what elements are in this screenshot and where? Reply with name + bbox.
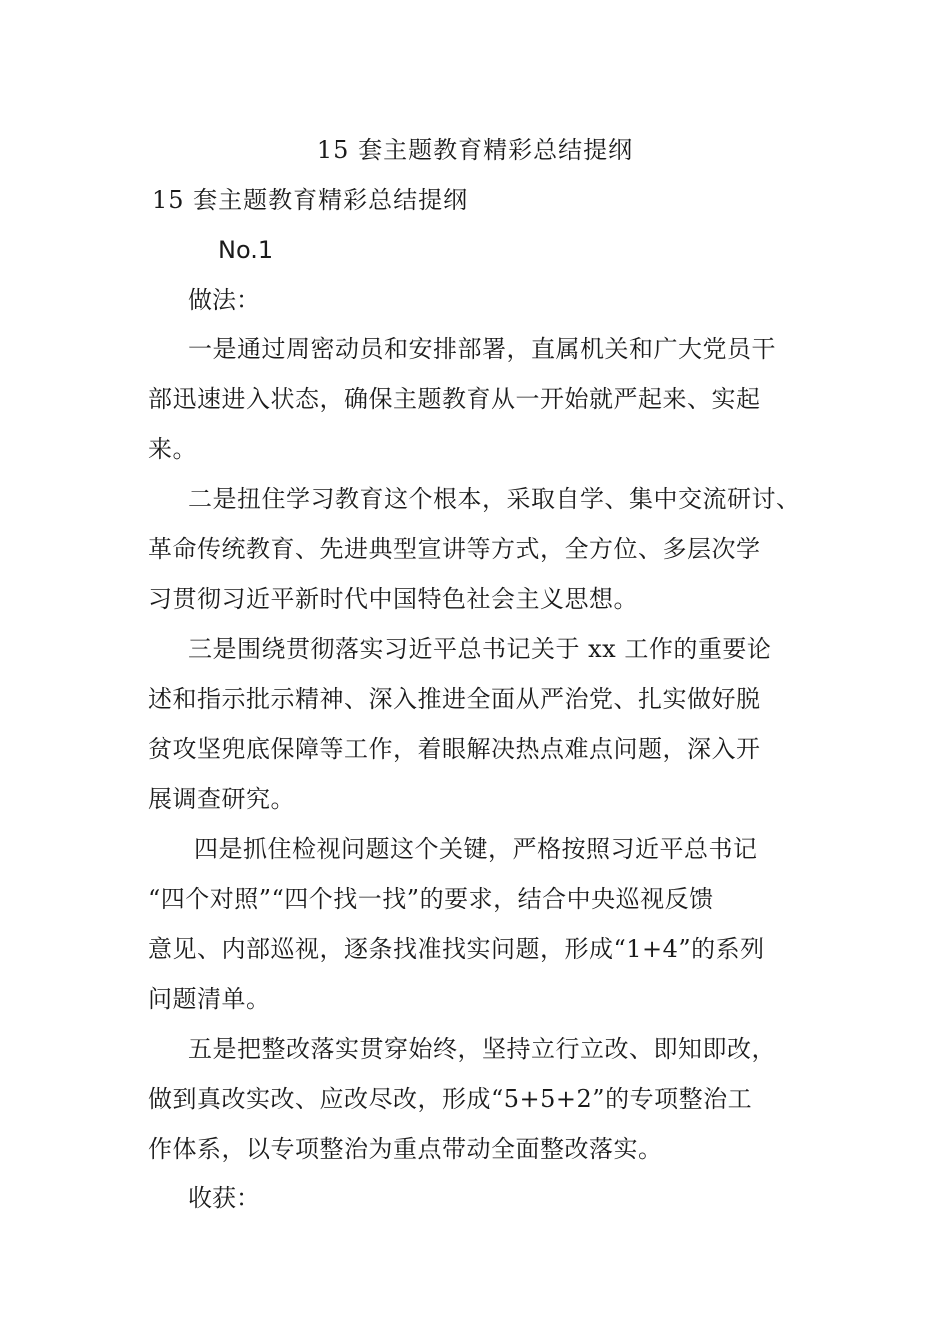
paragraph-line: 革命传统教育、先进典型宣讲等方式，全方位、多层次学 — [148, 535, 761, 563]
document-title: 15 套主题教育精彩总结提纲 — [316, 136, 634, 164]
paragraph-line: 一是通过周密动员和安排部署，直属机关和广大党员干 — [188, 335, 776, 363]
paragraph-4 — [148, 833, 818, 1033]
paragraph-line: 展调查研究。 — [148, 785, 295, 813]
paragraph-line: 问题清单。 — [148, 985, 271, 1013]
section-number: No.1 — [218, 236, 274, 264]
paragraph-line: 述和指示批示精神、深入推进全面从严治党、扎实做好脱 — [148, 685, 761, 713]
heading-gains: 收获： — [188, 1184, 260, 1212]
paragraph-line: 意见、内部巡视，逐条找准找实问题，形成“1+4”的系列 — [148, 935, 765, 963]
paragraph-5 — [148, 1033, 818, 1183]
paragraph-3 — [148, 633, 818, 833]
document-subtitle: 15 套主题教育精彩总结提纲 — [152, 186, 469, 214]
paragraph-2 — [148, 483, 818, 633]
paragraph-line: 贫攻坚兜底保障等工作，着眼解决热点难点问题，深入开 — [148, 735, 761, 763]
paragraph-line: 部迅速进入状态，确保主题教育从一开始就严起来、实起 — [148, 385, 761, 413]
paragraph-line: 来。 — [148, 435, 197, 463]
paragraph-line: 四是抓住检视问题这个关键，严格按照习近平总书记 — [194, 835, 758, 863]
paragraph-line: 三是围绕贯彻落实习近平总书记关于 xx 工作的重要论 — [188, 635, 772, 663]
paragraph-line: 做到真改实改、应改尽改，形成“5+5+2”的专项整治工 — [148, 1085, 753, 1113]
paragraph-line: 作体系，以专项整治为重点带动全面整改落实。 — [148, 1135, 663, 1163]
paragraph-line: 五是把整改落实贯穿始终，坚持立行立改、即知即改， — [188, 1035, 776, 1063]
heading-methods: 做法： — [188, 286, 260, 314]
paragraph-line: 习贯彻习近平新时代中国特色社会主义思想。 — [148, 585, 638, 613]
paragraph-1 — [148, 333, 818, 483]
paragraph-line: “四个对照”“四个找一找”的要求，结合中央巡视反馈 — [148, 885, 714, 913]
paragraph-line: 二是扭住学习教育这个根本，采取自学、集中交流研讨、 — [188, 485, 801, 513]
